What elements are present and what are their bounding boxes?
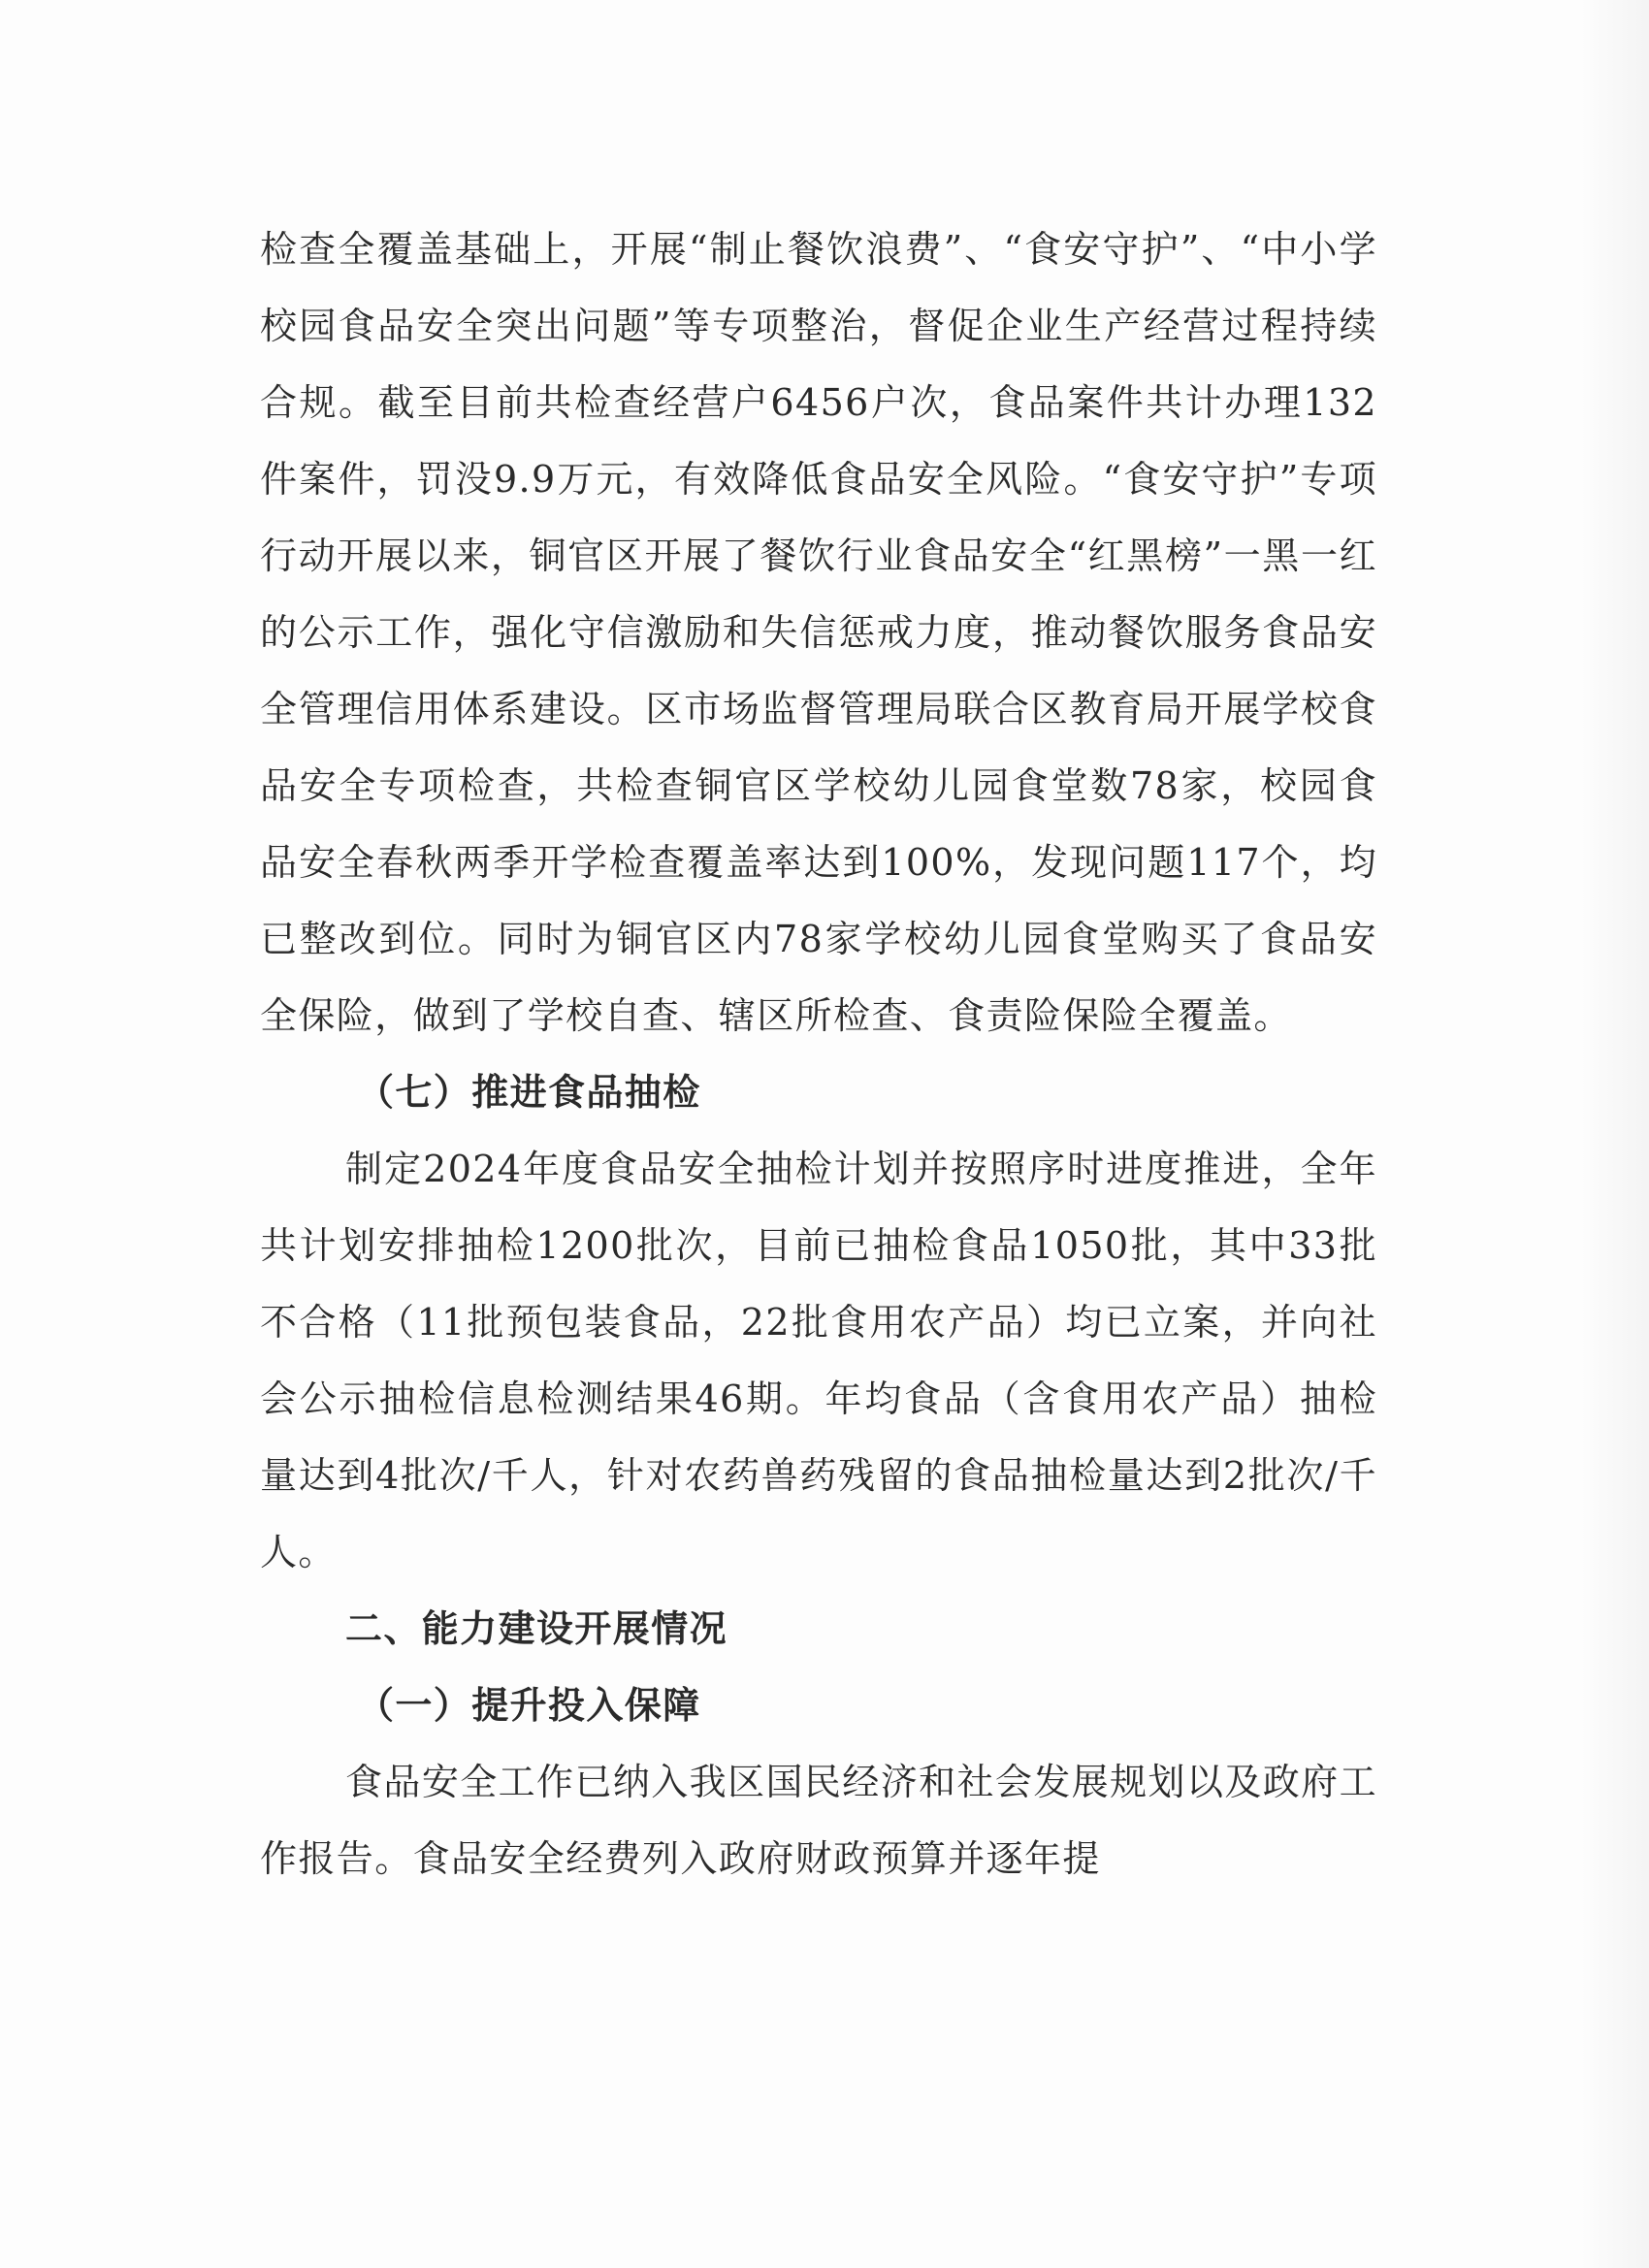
section-heading-capacity-building: 二、能力建设开展情况 xyxy=(345,1607,728,1650)
scan-shadow xyxy=(1581,0,1649,2268)
heading-investment-guarantee: （一）提升投入保障 xyxy=(357,1684,701,1727)
heading-food-sampling: （七）推进食品抽检 xyxy=(357,1071,701,1114)
paragraph-investment-guarantee: 食品安全工作已纳入我区国民经济和社会发展规划以及政府工作报告。食品安全经费列入政府财政预算并逐年提 xyxy=(260,1761,1377,1880)
document-body xyxy=(260,211,1377,1897)
paragraph-food-inspection: 检查全覆盖基础上，开展“制止餐饮浪费”、“食安守护”、“中小学校园食品安全突出问题”等专项整治，督促企业生产经营过程持续合规。截至目前共检查经营户6456户次，食品案件共计办理132件案件，罚没9.9万元，有效降低食品安全风险。“食安守护”专项行动开展以来，铜官区开展了餐饮行业食品安全“红黑榜”一黑一红的公示工作，强化守信激励和失信惩戒力度，推动餐饮服务食品安全管理信用体系建设。区市场监督管理局联合区教育局开展学校食品安全专项检查，共检查铜官区学校幼儿园食堂数78家，校园食品安全春秋两季开学检查覆盖率达到100%，发现问题117个，均已整改到位。同时为铜官区内78家学校幼儿园食堂购买了食品安全保险，做到了学校自查、辖区所检查、食责险保险全覆盖。 xyxy=(260,228,1377,1037)
paragraph-food-sampling: 制定2024年度食品安全抽检计划并按照序时进度推进，全年共计划安排抽检1200批次，目前已抽检食品1050批，其中33批不合格（11批预包装食品，22批食用农产品）均已立案，并向社会公示抽检信息检测结果46期。年均食品（含食用农产品）抽检量达到4批次/千人，针对农药兽药残留的食品抽检量达到2批次/千人。 xyxy=(260,1148,1377,1573)
